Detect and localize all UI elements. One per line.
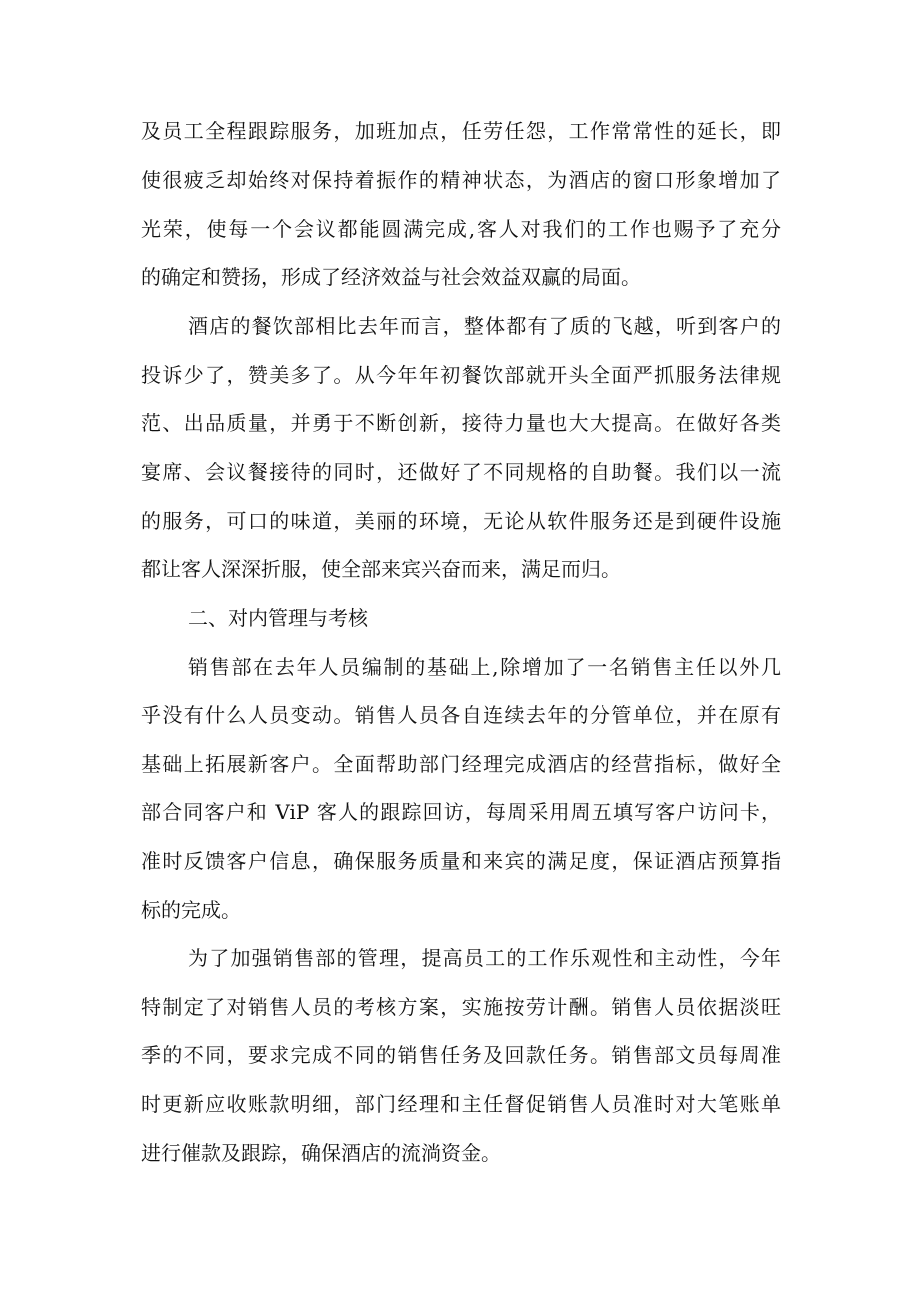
paragraph-2-line-3: 范、出品质量，并勇于不断创新，接待力量也大大提高。在做好各类 xyxy=(141,411,781,435)
paragraph-4-line-2: 特制定了对销售人员的考核方案，实施按劳计酬。销售人员依据淡旺 xyxy=(141,995,781,1019)
paragraph-1-line-1: 及员工全程跟踪服务，加班加点，任劳任怨，工作常常性的延长，即 xyxy=(141,119,781,143)
paragraph-3-line-4: 部合同客户和 ViP 客人的跟踪回访，每周采用周五填写客户访问卡， xyxy=(141,800,781,824)
paragraph-3-line-1: 销售部在去年人员编制的基础上,除增加了一名销售主任以外几 xyxy=(188,655,781,679)
paragraph-3-line-5: 准时反馈客户信息，确保服务质量和来宾的满足度，保证酒店预算指 xyxy=(141,849,781,873)
paragraph-3-line-6: 标的完成。 xyxy=(141,898,241,922)
paragraph-3-line-2: 乎没有什么人员变动。销售人员各自连续去年的分管单位，并在原有 xyxy=(141,703,781,727)
paragraph-2-line-6: 都让客人深深折服，使全部来宾兴奋而来，满足而归。 xyxy=(141,557,621,581)
paragraph-4-line-3: 季的不同，要求完成不同的销售任务及回款任务。销售部文员每周准 xyxy=(141,1043,781,1067)
paragraph-4-line-4: 时更新应收账款明细，部门经理和主任督促销售人员准时对大笔账单 xyxy=(141,1092,781,1116)
paragraph-2-line-2: 投诉少了，赞美多了。从今年年初餐饮部就开头全面严抓服务法律规 xyxy=(141,363,781,387)
paragraph-1-line-4: 的确定和赞扬，形成了经济效益与社会效益双赢的局面。 xyxy=(141,265,641,289)
paragraph-2-line-5: 的服务，可口的味道，美丽的环境，无论从软件服务还是到硬件设施 xyxy=(141,509,781,533)
paragraph-4-line-1: 为了加强销售部的管理，提高员工的工作乐观性和主动性，今年 xyxy=(188,946,781,970)
paragraph-3-line-3: 基础上拓展新客户。全面帮助部门经理完成酒店的经营指标，做好全 xyxy=(141,752,781,776)
paragraph-1-line-3: 光荣，使每一个会议都能圆满完成,客人对我们的工作也赐予了充分 xyxy=(141,217,781,241)
paragraph-2-line-1: 酒店的餐饮部相比去年而言，整体都有了质的飞越，听到客户的 xyxy=(188,314,781,338)
paragraph-1-line-2: 使很疲乏却始终对保持着振作的精神状态，为酒店的窗口形象增加了 xyxy=(141,168,781,192)
section-heading: 二、对内管理与考核 xyxy=(188,606,368,630)
paragraph-2-line-4: 宴席、会议餐接待的同时，还做好了不同规格的自助餐。我们以一流 xyxy=(141,460,781,484)
paragraph-4-line-5: 进行催款及跟踪，确保酒店的流淌资金。 xyxy=(141,1141,501,1165)
